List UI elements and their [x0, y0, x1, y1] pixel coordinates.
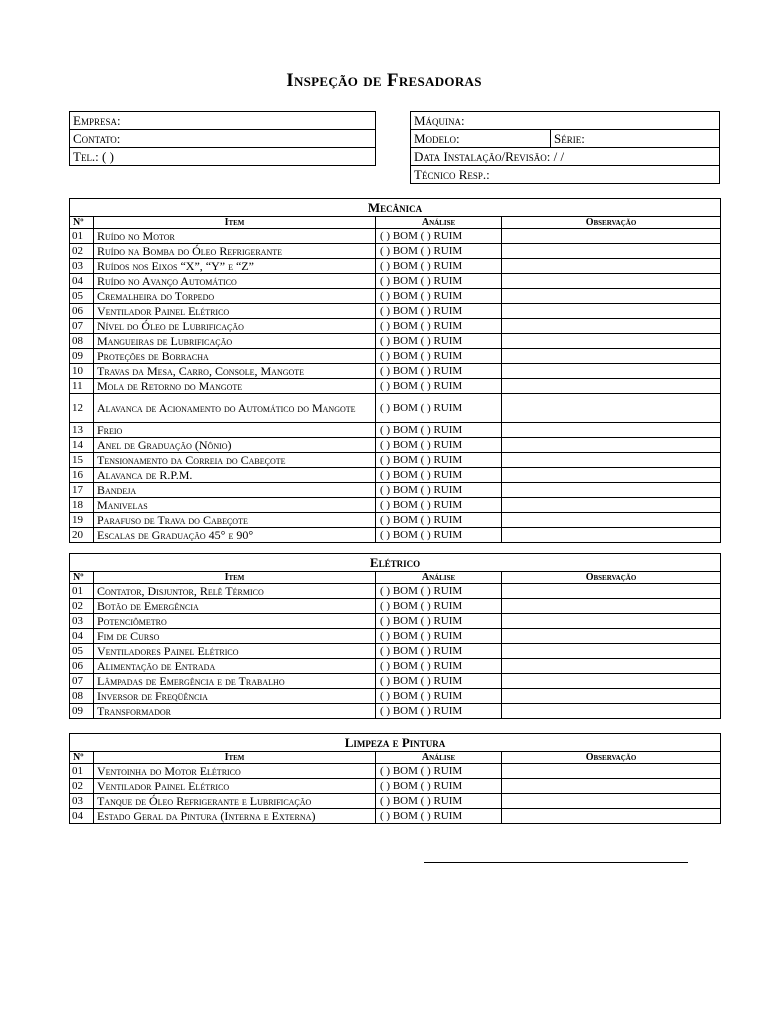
table-row [70, 423, 721, 438]
serie-field[interactable]: Série: [551, 130, 720, 148]
table-row [70, 229, 721, 244]
item-label: Alavanca de Acionamento do Automático do Mangote [94, 394, 376, 423]
section-title: Elétrico [70, 554, 721, 572]
observation-cell[interactable] [502, 319, 721, 334]
analysis-checkboxes[interactable]: ( ) BOM ( ) RUIM [376, 319, 502, 334]
analysis-checkboxes[interactable]: ( ) BOM ( ) RUIM [376, 644, 502, 659]
item-number: 06 [70, 659, 94, 674]
item-label: Escalas de Graduação 45° e 90° [94, 528, 376, 543]
column-header-observacao: Observação [502, 572, 721, 584]
section-mecanica [69, 198, 721, 543]
observation-cell[interactable] [502, 349, 721, 364]
analysis-checkboxes[interactable]: ( ) BOM ( ) RUIM [376, 528, 502, 543]
table-row [70, 289, 721, 304]
item-label: Estado Geral da Pintura (Interna e Externa) [94, 809, 376, 824]
table-row [70, 584, 721, 599]
analysis-checkboxes[interactable]: ( ) BOM ( ) RUIM [376, 584, 502, 599]
table-row [70, 468, 721, 483]
observation-cell[interactable] [502, 394, 721, 423]
table-row [70, 779, 721, 794]
analysis-checkboxes[interactable]: ( ) BOM ( ) RUIM [376, 229, 502, 244]
observation-cell[interactable] [502, 659, 721, 674]
item-number: 09 [70, 704, 94, 719]
analysis-checkboxes[interactable]: ( ) BOM ( ) RUIM [376, 259, 502, 274]
item-number: 02 [70, 599, 94, 614]
item-label: Travas da Mesa, Carro, Console, Mangote [94, 364, 376, 379]
analysis-checkboxes[interactable]: ( ) BOM ( ) RUIM [376, 674, 502, 689]
observation-cell[interactable] [502, 259, 721, 274]
item-number: 05 [70, 289, 94, 304]
item-number: 04 [70, 629, 94, 644]
data-instalacao-field[interactable]: Data Instalação/Revisão: / / [411, 148, 720, 166]
item-number: 07 [70, 319, 94, 334]
analysis-checkboxes[interactable]: ( ) BOM ( ) RUIM [376, 423, 502, 438]
observation-cell[interactable] [502, 644, 721, 659]
item-number: 03 [70, 614, 94, 629]
item-number: 05 [70, 644, 94, 659]
tel-field[interactable]: Tel.: ( ) [70, 148, 376, 166]
analysis-checkboxes[interactable]: ( ) BOM ( ) RUIM [376, 794, 502, 809]
observation-cell[interactable] [502, 764, 721, 779]
table-row [70, 483, 721, 498]
table-row [70, 319, 721, 334]
analysis-checkboxes[interactable]: ( ) BOM ( ) RUIM [376, 513, 502, 528]
item-number: 01 [70, 584, 94, 599]
table-row [70, 644, 721, 659]
table-row [70, 334, 721, 349]
observation-cell[interactable] [502, 513, 721, 528]
column-header-analise: Análise [376, 217, 502, 229]
analysis-checkboxes[interactable]: ( ) BOM ( ) RUIM [376, 498, 502, 513]
table-row [70, 498, 721, 513]
item-label: Alavanca de R.P.M. [94, 468, 376, 483]
item-label: Freio [94, 423, 376, 438]
section-title: Mecânica [70, 199, 721, 217]
item-number: 01 [70, 764, 94, 779]
table-row [70, 528, 721, 543]
analysis-checkboxes[interactable]: ( ) BOM ( ) RUIM [376, 364, 502, 379]
item-label: Tanque de Óleo Refrigerante e Lubrificação [94, 794, 376, 809]
item-label: Ruídos nos Eixos “X”, “Y” e “Z” [94, 259, 376, 274]
analysis-checkboxes[interactable]: ( ) BOM ( ) RUIM [376, 764, 502, 779]
item-number: 10 [70, 364, 94, 379]
item-label: Ventoinha do Motor Elétrico [94, 764, 376, 779]
analysis-checkboxes[interactable]: ( ) BOM ( ) RUIM [376, 468, 502, 483]
item-number: 04 [70, 809, 94, 824]
analysis-checkboxes[interactable]: ( ) BOM ( ) RUIM [376, 289, 502, 304]
item-number: 09 [70, 349, 94, 364]
item-label: Nível do Óleo de Lubrificação [94, 319, 376, 334]
item-number: 14 [70, 438, 94, 453]
analysis-checkboxes[interactable]: ( ) BOM ( ) RUIM [376, 614, 502, 629]
table-row [70, 349, 721, 364]
item-label: Ventilador Painel Elétrico [94, 304, 376, 319]
table-row [70, 599, 721, 614]
item-label: Ventilador Painel Elétrico [94, 779, 376, 794]
item-label: Tensionamento da Correia do Cabeçote [94, 453, 376, 468]
observation-cell[interactable] [502, 704, 721, 719]
observation-cell[interactable] [502, 379, 721, 394]
client-info-box [69, 111, 376, 166]
item-number: 01 [70, 229, 94, 244]
item-number: 18 [70, 498, 94, 513]
analysis-checkboxes[interactable]: ( ) BOM ( ) RUIM [376, 659, 502, 674]
column-header-observacao: Observação [502, 217, 721, 229]
table-row [70, 274, 721, 289]
analysis-checkboxes[interactable]: ( ) BOM ( ) RUIM [376, 304, 502, 319]
item-label: Lâmpadas de Emergência e de Trabalho [94, 674, 376, 689]
section-limpeza-pintura [69, 733, 721, 824]
item-label: Ruído no Motor [94, 229, 376, 244]
table-row [70, 704, 721, 719]
item-number: 08 [70, 334, 94, 349]
item-number: 11 [70, 379, 94, 394]
table-row [70, 379, 721, 394]
column-header-num: Nº [70, 572, 94, 584]
column-header-analise: Análise [376, 572, 502, 584]
column-header-item: Item [94, 217, 376, 229]
analysis-checkboxes[interactable]: ( ) BOM ( ) RUIM [376, 274, 502, 289]
table-row [70, 614, 721, 629]
item-number: 04 [70, 274, 94, 289]
table-row [70, 659, 721, 674]
item-number: 06 [70, 304, 94, 319]
item-label: Bandeja [94, 483, 376, 498]
item-label: Fim de Curso [94, 629, 376, 644]
observation-cell[interactable] [502, 229, 721, 244]
table-row [70, 689, 721, 704]
analysis-checkboxes[interactable]: ( ) BOM ( ) RUIM [376, 379, 502, 394]
observation-cell[interactable] [502, 689, 721, 704]
analysis-checkboxes[interactable]: ( ) BOM ( ) RUIM [376, 483, 502, 498]
observation-cell[interactable] [502, 274, 721, 289]
table-row [70, 513, 721, 528]
item-number: 17 [70, 483, 94, 498]
item-label: Manivelas [94, 498, 376, 513]
analysis-checkboxes[interactable]: ( ) BOM ( ) RUIM [376, 334, 502, 349]
item-label: Ruído no Avanço Automático [94, 274, 376, 289]
observation-cell[interactable] [502, 674, 721, 689]
item-number: 12 [70, 394, 94, 423]
table-row [70, 438, 721, 453]
observation-cell[interactable] [502, 453, 721, 468]
analysis-checkboxes[interactable]: ( ) BOM ( ) RUIM [376, 809, 502, 824]
table-row [70, 259, 721, 274]
item-label: Mangueiras de Lubrificação [94, 334, 376, 349]
item-label: Anel de Graduação (Nônio) [94, 438, 376, 453]
item-number: 15 [70, 453, 94, 468]
table-row [70, 244, 721, 259]
table-row [70, 764, 721, 779]
section-eletrico [69, 553, 721, 719]
modelo-field[interactable]: Modelo: [411, 130, 551, 148]
column-header-num: Nº [70, 752, 94, 764]
observation-cell[interactable] [502, 289, 721, 304]
item-label: Alimentação de Entrada [94, 659, 376, 674]
item-number: 20 [70, 528, 94, 543]
observation-cell[interactable] [502, 364, 721, 379]
item-number: 02 [70, 244, 94, 259]
table-row [70, 394, 721, 423]
observation-cell[interactable] [502, 498, 721, 513]
observation-cell[interactable] [502, 423, 721, 438]
observation-cell[interactable] [502, 334, 721, 349]
table-row [70, 674, 721, 689]
table-row [70, 629, 721, 644]
item-number: 08 [70, 689, 94, 704]
item-number: 19 [70, 513, 94, 528]
item-number: 03 [70, 794, 94, 809]
item-label: Inversor de Freqüência [94, 689, 376, 704]
contato-field[interactable]: Contato: [70, 130, 376, 148]
observation-cell[interactable] [502, 438, 721, 453]
observation-cell[interactable] [502, 599, 721, 614]
item-number: 13 [70, 423, 94, 438]
observation-cell[interactable] [502, 468, 721, 483]
item-number: 03 [70, 259, 94, 274]
item-label: Parafuso de Trava do Cabeçote [94, 513, 376, 528]
item-label: Mola de Retorno do Mangote [94, 379, 376, 394]
analysis-checkboxes[interactable]: ( ) BOM ( ) RUIM [376, 689, 502, 704]
item-number: 07 [70, 674, 94, 689]
tecnico-field[interactable]: Técnico Resp.: [411, 166, 720, 184]
machine-info-box [410, 111, 720, 184]
column-header-analise: Análise [376, 752, 502, 764]
observation-cell[interactable] [502, 809, 721, 824]
maquina-field[interactable]: Máquina: [411, 112, 720, 130]
column-header-item: Item [94, 572, 376, 584]
item-label: Contator, Disjuntor, Relê Térmico [94, 584, 376, 599]
observation-cell[interactable] [502, 304, 721, 319]
item-label: Cremalheira do Torpedo [94, 289, 376, 304]
item-label: Ruído na Bomba do Óleo Refrigerante [94, 244, 376, 259]
analysis-checkboxes[interactable]: ( ) BOM ( ) RUIM [376, 394, 502, 423]
item-label: Botão de Emergência [94, 599, 376, 614]
analysis-checkboxes[interactable]: ( ) BOM ( ) RUIM [376, 704, 502, 719]
column-header-num: Nº [70, 217, 94, 229]
item-number: 16 [70, 468, 94, 483]
analysis-checkboxes[interactable]: ( ) BOM ( ) RUIM [376, 349, 502, 364]
analysis-checkboxes[interactable]: ( ) BOM ( ) RUIM [376, 779, 502, 794]
empresa-field[interactable]: Empresa: [70, 112, 376, 130]
analysis-checkboxes[interactable]: ( ) BOM ( ) RUIM [376, 244, 502, 259]
observation-cell[interactable] [502, 794, 721, 809]
observation-cell[interactable] [502, 614, 721, 629]
analysis-checkboxes[interactable]: ( ) BOM ( ) RUIM [376, 599, 502, 614]
item-label: Transformador [94, 704, 376, 719]
column-header-item: Item [94, 752, 376, 764]
table-row [70, 364, 721, 379]
table-row [70, 304, 721, 319]
analysis-checkboxes[interactable]: ( ) BOM ( ) RUIM [376, 453, 502, 468]
item-label: Potenciômetro [94, 614, 376, 629]
analysis-checkboxes[interactable]: ( ) BOM ( ) RUIM [376, 629, 502, 644]
observation-cell[interactable] [502, 528, 721, 543]
table-row [70, 453, 721, 468]
table-row [70, 794, 721, 809]
item-label: Ventiladores Painel Elétrico [94, 644, 376, 659]
observation-cell[interactable] [502, 584, 721, 599]
column-header-observacao: Observação [502, 752, 721, 764]
item-label: Proteções de Borracha [94, 349, 376, 364]
observation-cell[interactable] [502, 483, 721, 498]
page-title: Inspeção de Fresadoras [286, 70, 482, 91]
observation-cell[interactable] [502, 244, 721, 259]
observation-cell[interactable] [502, 629, 721, 644]
analysis-checkboxes[interactable]: ( ) BOM ( ) RUIM [376, 438, 502, 453]
signature-line[interactable] [424, 862, 688, 863]
table-row [70, 809, 721, 824]
observation-cell[interactable] [502, 779, 721, 794]
section-title: Limpeza e Pintura [70, 734, 721, 752]
item-number: 02 [70, 779, 94, 794]
